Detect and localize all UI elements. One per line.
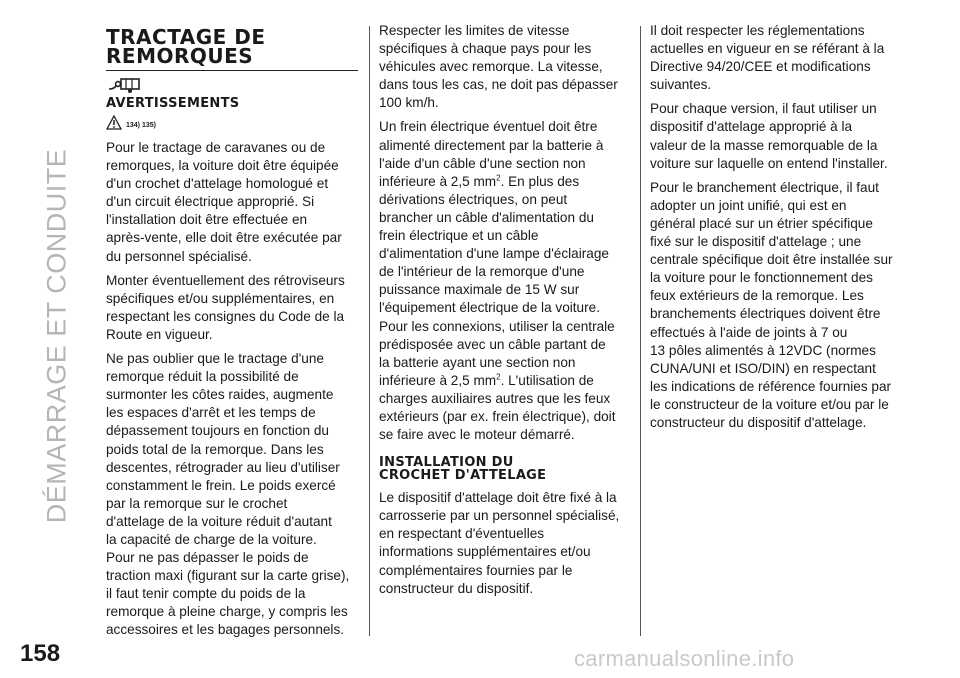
paragraph-electric-brake: [379, 118, 631, 444]
superscript: 2: [496, 372, 501, 382]
section-title: [106, 25, 358, 71]
section-title-line2: REMORQUES: [106, 44, 254, 68]
paragraph: Ne pas oublier que le tractage d'une remorque réduit la possibilité de surmonter les côtes raides, augmente les espaces d'arrêt et les temps de dépassement toujours en fonction du poids total de la remorque. Dans les descentes, rétrograder au lieu d'utiliser constamment le frein. Le poids exercé par la remorque sur le crochet d'attelage de la voiture réduit d'autant la capacité de charge de la voiture. Pour ne pas dépasser le poids de traction maxi (figurant sur la carte grise), il faut tenir compte du poids de la remorque à pleine charge, y compris les accessoires et les bagages personnels.: [106, 351, 350, 638]
superscript: 2: [496, 173, 501, 183]
section-heading: [379, 456, 631, 482]
paragraph: Le dispositif d'attelage doit être fixé à la carrosserie par un personnel spécialisé, en respectant d'éventuelles informations supplémentaires et/ou complémentaires fournies par le constructeur du dispositif.: [379, 490, 620, 596]
column-divider: [369, 26, 370, 636]
section-title-line1: TRACTAGE DE: [106, 25, 266, 49]
chapter-title-text: DÉMARRAGE ET CONDUITE: [41, 148, 72, 524]
warning-refs-row: [106, 115, 358, 135]
warning-references: 134) 135): [126, 121, 156, 129]
watermark: carmanualsonline.info: [574, 646, 795, 671]
trailer-hitch-icon: [106, 75, 358, 95]
warnings-heading: AVERTISSEMENTS: [106, 96, 240, 111]
paragraph-text: . En plus des dérivations électriques, on peut brancher un câble d'alimentation du frein électrique et un câble d'alimentation d'une lampe d'éclairage de l'intérieur de la remorque d'une puissance maximale de 15 W sur l'équipement électrique de la voiture. Pour les connexions, utiliser la centrale prédisposée avec un câble partant de la batterie ayant une section non inférieure à 2,5 mm: [379, 173, 615, 388]
paragraph: Pour le branchement électrique, il faut adopter un joint unifié, qui est en général placé sur un étrier spécifique fixé sur le dispositif d'attelage ; une centrale spécifique doit être installée sur la voiture pour le fonctionnement des feux extérieurs de la remorque. Les branchements électriques doivent être effectués à l'aide de joints à 7 ou 13 pôles alimentés à 12VDC (normes CUNA/UNI et ISO/DIN) en respectant les indications de référence fournies par le constructeur de la voiture et/ou par le constructeur du dispositif d'attelage.: [650, 179, 893, 430]
paragraph: Respecter les limites de vitesse spécifiques à chaque pays pour les véhicules avec remorque. La vitesse, dans tous les cas, ne doit pas dépasser 100 km/h.: [379, 23, 618, 111]
paragraph: Pour le tractage de caravanes ou de remorques, la voiture doit être équipée d'un crochet d'attelage homologué et d'un circuit électrique approprié. Si l'installation doit être effectuée en après-vente, elle doit être exécutée par du personnel spécialisé.: [106, 140, 342, 264]
paragraph: Monter éventuellement des rétroviseurs spécifiques et/ou supplémentaires, en respectant les consignes du Code de la Route en vigueur.: [106, 272, 345, 342]
column-1: [106, 22, 358, 646]
column-divider: [640, 26, 641, 636]
warning-triangle-icon: [106, 115, 122, 135]
section-heading-line1: INSTALLATION DU: [379, 455, 514, 471]
page-number: 158: [20, 640, 61, 667]
column-3: [650, 22, 902, 438]
column-2: [379, 22, 631, 604]
paragraph-text: . L'utilisation de charges auxiliaires autres que les feux extérieurs (par ex. frein électrique), doit se faire avec le moteur démarré.: [379, 372, 616, 443]
paragraph: Il doit respecter les réglementations actuelles en vigueur en se référant à la Directive 94/20/CEE et modifications suivantes.: [650, 23, 885, 93]
section-heading-line2: CROCHET D'ATTELAGE: [379, 468, 547, 484]
paragraph: Pour chaque version, il faut utiliser un dispositif d'attelage approprié à la valeur de la masse remorquable de la voiture sur laquelle on entend l'installer.: [650, 101, 888, 171]
paragraph-text: Un frein électrique éventuel doit être alimenté directement par la batterie à l'aide d'un câble d'une section non inférieure à 2,5 mm: [379, 119, 604, 189]
